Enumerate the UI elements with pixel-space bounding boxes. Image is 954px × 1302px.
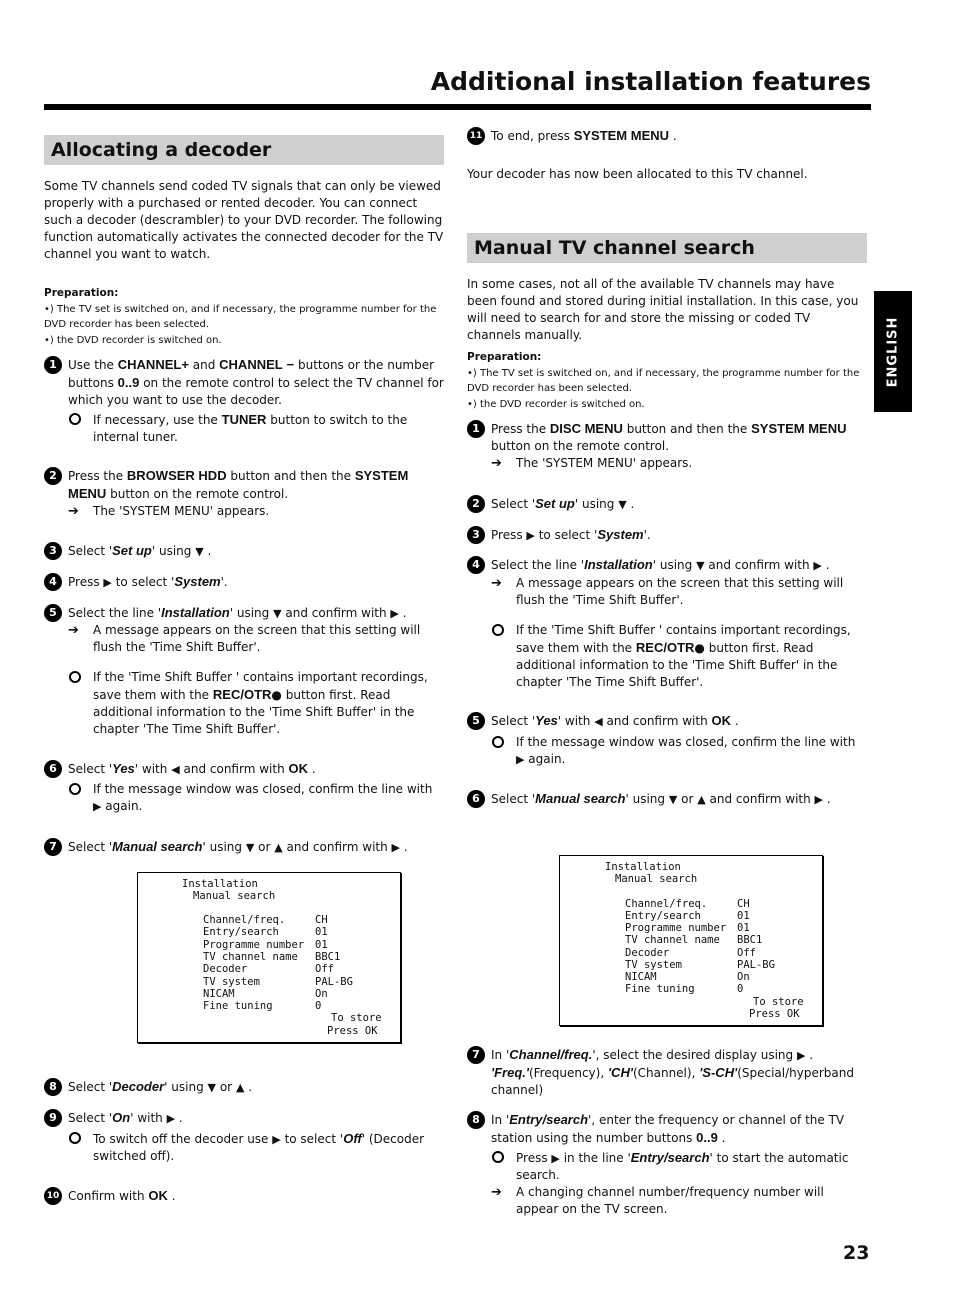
step-number: 1 <box>44 356 62 374</box>
step-number: 5 <box>44 604 62 622</box>
menu-store-hint: To store <box>331 1012 382 1024</box>
step-5-note: If the 'Time Shift Buffer ' contains important recordings, save them with the REC/OTR● button first. Read additional information to the 'Time Shift Buffer' in the chapter 'The Time Shift Buffer'. <box>93 669 444 738</box>
right-arrow-icon: ▶ <box>166 1112 176 1125</box>
menu-row-value: Off <box>315 963 334 975</box>
manual-search-intro: In some cases, not all of the available TV channels may have been found and stored during initial installation. In this case, you will need to search for and store the missing or coded TV channels manually. <box>467 277 859 342</box>
record-dot-icon: ● <box>271 688 282 702</box>
prep-line: •) The TV set is switched on, and if necessary, the programme number for the DVD recorder has been selected. <box>44 303 437 330</box>
menu-row-value: Off <box>737 947 756 959</box>
menu-row-value: BBC1 <box>315 951 341 963</box>
menu-row-label: TV channel name <box>203 951 298 963</box>
menu-row-label: Channel/freq. <box>203 914 286 926</box>
section-heading-manual-search: Manual TV channel search <box>467 233 867 263</box>
menu-row-label: Decoder <box>203 963 248 975</box>
arrow-right-icon: ➔ <box>491 576 502 591</box>
prep-line: •) The TV set is switched on, and if necessary, the programme number for the DVD recorder has been selected. <box>467 367 860 394</box>
down-arrow-icon: ▼ <box>245 841 255 854</box>
right-arrow-icon: ▶ <box>103 576 112 589</box>
step-9-note: To switch off the decoder use ▶ to select 'Off' (Decoder switched off). <box>93 1130 444 1165</box>
page-title: Additional installation features <box>430 67 871 96</box>
step-number: 9 <box>44 1109 62 1127</box>
down-arrow-icon: ▼ <box>273 607 282 620</box>
decoder-preparation <box>44 286 444 348</box>
down-arrow-icon: ▼ <box>668 793 678 806</box>
right-arrow-icon: ▶ <box>93 800 102 813</box>
menu-row-value: On <box>315 988 328 1000</box>
step-number: 3 <box>467 526 485 544</box>
record-dot-icon: ● <box>694 641 705 655</box>
right-arrow-icon: ▶ <box>390 607 399 620</box>
menu-row-value: CH <box>315 914 328 926</box>
step-4-result: ➔ A message appears on the screen that this setting will flush the 'Time Shift Buffer'. <box>491 576 844 607</box>
step-9: 9 Select 'On' with ▶ . <box>68 1109 444 1127</box>
menu-row-value: 01 <box>737 922 750 934</box>
step-number: 2 <box>44 467 62 485</box>
step-number: 2 <box>467 495 485 513</box>
step-7: 7 Select 'Manual search' using ▼ or ▲ and confirm with ▶ . <box>68 838 444 856</box>
step-5-result: ➔ A message appears on the screen that this setting will flush the 'Time Shift Buffer'. <box>68 623 421 654</box>
step-6: 6 Select 'Yes' with ◀ and confirm with OK . <box>68 760 444 778</box>
up-arrow-icon: ▲ <box>274 841 283 854</box>
right-arrow-icon: ▶ <box>551 1152 560 1165</box>
page-number: 23 <box>843 1242 870 1264</box>
right-arrow-icon: ▶ <box>516 753 525 766</box>
up-arrow-icon: ▲ <box>697 793 706 806</box>
menu-row-label: NICAM <box>203 988 235 1000</box>
step-8-note: Press ▶ in the line 'Entry/search' to start the automatic search. <box>516 1149 867 1184</box>
arrow-right-icon: ➔ <box>68 623 79 638</box>
circle-bullet-icon <box>492 624 504 636</box>
step-2-result: ➔ The 'SYSTEM MENU' appears. <box>68 504 270 519</box>
title-rule <box>44 104 871 110</box>
down-arrow-icon: ▼ <box>195 545 204 558</box>
step-1-note: If necessary, use the TUNER button to switch to the internal tuner. <box>93 411 444 446</box>
step-7: 7 In 'Channel/freq.', select the desired display using ▶ . 'Freq.'(Frequency), 'CH'(Channel), 'S-CH'(Special/hyperband channel) <box>491 1046 867 1099</box>
menu-press-hint: Press OK <box>327 1025 378 1037</box>
menu-row-label: Decoder <box>625 947 670 959</box>
menu-row-label: TV system <box>203 976 260 988</box>
step-4: 4 Press ▶ to select 'System'. <box>68 573 444 591</box>
circle-bullet-icon <box>492 1151 504 1163</box>
step-number: 8 <box>44 1078 62 1096</box>
step-number: 7 <box>44 838 62 856</box>
left-arrow-icon: ◀ <box>171 763 180 776</box>
step-8: 8 Select 'Decoder' using ▼ or ▲ . <box>68 1078 444 1096</box>
step-4: 4 Select the line 'Installation' using ▼ and confirm with ▶ . <box>491 556 867 574</box>
circle-bullet-icon <box>69 413 81 425</box>
step-number: 4 <box>467 556 485 574</box>
step-1-result: ➔ The 'SYSTEM MENU' appears. <box>491 456 693 471</box>
menu-row-label: Fine tuning <box>203 1000 273 1012</box>
step-number: 4 <box>44 573 62 591</box>
menu-row-label: Fine tuning <box>625 983 695 995</box>
step-number: 11 <box>467 127 485 145</box>
manual-search-menu-screen <box>559 855 823 1026</box>
menu-row-label: TV channel name <box>625 934 720 946</box>
menu-row-value: 01 <box>315 926 328 938</box>
menu-row-value: 01 <box>737 910 750 922</box>
menu-store-hint: To store <box>753 996 804 1008</box>
step-number: 5 <box>467 712 485 730</box>
right-arrow-icon: ▶ <box>272 1133 281 1146</box>
step-1: 1 Press the DISC MENU button and then the SYSTEM MENU button on the remote control. <box>491 420 867 455</box>
step-number: 1 <box>467 420 485 438</box>
step-1: 1 Use the CHANNEL+ and CHANNEL − buttons or the number buttons 0..9 on the remote control to select the TV channel for which you want to use the decoder. <box>68 356 444 409</box>
step-2: 2 Press the BROWSER HDD button and then the SYSTEM MENU button on the remote control. <box>68 467 444 503</box>
menu-row-value: On <box>737 971 750 983</box>
step-6-note: If the message window was closed, confirm the line with ▶ again. <box>93 781 444 815</box>
arrow-right-icon: ➔ <box>491 456 502 471</box>
plus-icon: + <box>181 357 189 372</box>
right-arrow-icon: ▶ <box>526 529 535 542</box>
menu-subtitle: Manual search <box>615 873 698 885</box>
step-2: 2 Select 'Set up' using ▼ . <box>491 495 867 513</box>
menu-row-label: Programme number <box>203 939 305 951</box>
menu-title: Installation <box>182 878 258 890</box>
step-number: 7 <box>467 1046 485 1064</box>
menu-row-label: Entry/search <box>625 910 701 922</box>
step-3: 3 Select 'Set up' using ▼ . <box>68 542 444 560</box>
menu-row-value: CH <box>737 898 750 910</box>
step-3: 3 Press ▶ to select 'System'. <box>491 526 867 544</box>
step-4-note: If the 'Time Shift Buffer ' contains important recordings, save them with the REC/OTR● button first. Read additional information to the 'Time Shift Buffer' in the chapter 'The Time Shift Buffer'. <box>516 622 867 691</box>
down-arrow-icon: ▼ <box>207 1081 216 1094</box>
step-number: 6 <box>467 790 485 808</box>
step-5: 5 Select 'Yes' with ◀ and confirm with OK . <box>491 712 867 730</box>
step-10: 10 Confirm with OK . <box>68 1187 444 1205</box>
step-number: 6 <box>44 760 62 778</box>
right-arrow-icon: ▶ <box>813 559 822 572</box>
down-arrow-icon: ▼ <box>618 498 627 511</box>
step-11: 11 To end, press SYSTEM MENU . <box>491 127 867 145</box>
decoder-done: Your decoder has now been allocated to this TV channel. <box>467 167 808 181</box>
menu-row-label: Entry/search <box>203 926 279 938</box>
menu-press-hint: Press OK <box>749 1008 800 1020</box>
step-6: 6 Select 'Manual search' using ▼ or ▲ and confirm with ▶ . <box>491 790 867 808</box>
manual-search-preparation <box>467 350 867 412</box>
step-number: 8 <box>467 1111 485 1129</box>
menu-row-value: 01 <box>315 939 328 951</box>
up-arrow-icon: ▲ <box>235 1081 245 1094</box>
step-number: 10 <box>44 1187 62 1205</box>
language-tab <box>874 291 912 412</box>
step-8-result: ➔ A changing channel number/frequency number will appear on the TV screen. <box>491 1185 824 1216</box>
menu-subtitle: Manual search <box>193 890 276 902</box>
step-number: 3 <box>44 542 62 560</box>
right-arrow-icon: ▶ <box>391 841 401 854</box>
arrow-right-icon: ➔ <box>68 504 79 519</box>
right-arrow-icon: ▶ <box>796 1049 806 1062</box>
menu-row-label: NICAM <box>625 971 657 983</box>
step-8: 8 In 'Entry/search', enter the frequency or channel of the TV station using the number buttons 0..9 . <box>491 1111 867 1147</box>
decoder-intro: Some TV channels send coded TV signals that can only be viewed properly with a purchased or rented decoder. You can connect such a decoder (descrambler) to your DVD recorder. The following function automatically activates the connected decoder for the TV channel you want to watch. <box>44 179 444 261</box>
minus-icon: − <box>286 357 295 372</box>
circle-bullet-icon <box>492 736 504 748</box>
right-arrow-icon: ▶ <box>814 793 824 806</box>
prep-title: Preparation: <box>467 351 542 363</box>
prep-line: •) the DVD recorder is switched on. <box>467 398 645 410</box>
prep-line: •) the DVD recorder is switched on. <box>44 334 222 346</box>
menu-title: Installation <box>605 861 681 873</box>
manual-search-menu-screen <box>137 872 401 1043</box>
down-arrow-icon: ▼ <box>696 559 705 572</box>
section-heading-decoder: Allocating a decoder <box>44 135 444 165</box>
step-5: 5 Select the line 'Installation' using ▼ and confirm with ▶ . <box>68 604 444 622</box>
circle-bullet-icon <box>69 671 81 683</box>
prep-title: Preparation: <box>44 287 119 299</box>
left-arrow-icon: ◀ <box>594 715 603 728</box>
menu-row-label: TV system <box>625 959 682 971</box>
menu-row-value: PAL-BG <box>737 959 775 971</box>
menu-row-value: 0 <box>737 983 744 995</box>
step-5-note: If the message window was closed, confirm the line with ▶ again. <box>516 734 867 768</box>
menu-row-label: Programme number <box>625 922 727 934</box>
menu-row-label: Channel/freq. <box>625 898 708 910</box>
language-tab-label: ENGLISH <box>885 316 901 387</box>
menu-row-value: PAL-BG <box>315 976 353 988</box>
arrow-right-icon: ➔ <box>491 1185 502 1200</box>
menu-row-value: 0 <box>315 1000 322 1012</box>
circle-bullet-icon <box>69 1132 81 1144</box>
menu-row-value: BBC1 <box>737 934 763 946</box>
circle-bullet-icon <box>69 783 81 795</box>
